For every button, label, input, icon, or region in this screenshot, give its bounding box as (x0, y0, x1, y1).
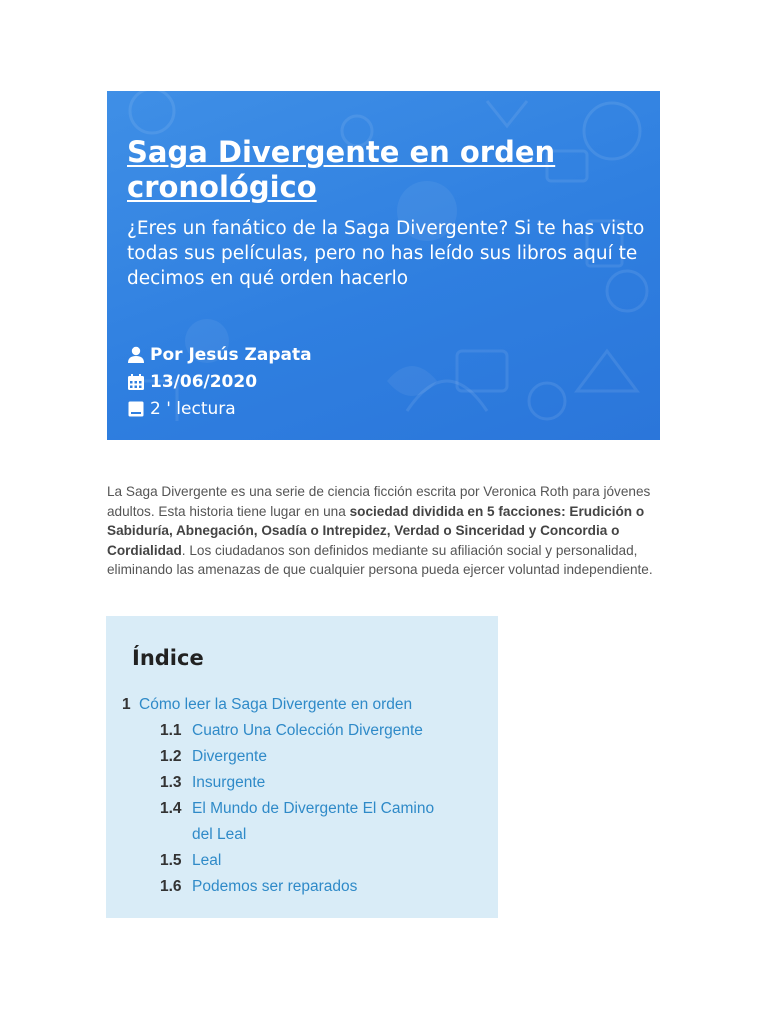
page-title: Saga Divergente en orden cronológico (127, 135, 556, 204)
toc-item-1-3[interactable] (160, 770, 490, 796)
toc-item-1[interactable] (122, 692, 492, 718)
author-name: Por Jesús Zapata (150, 345, 312, 365)
reading-time: 2 ' lectura (150, 399, 236, 419)
calendar-icon (127, 373, 145, 391)
toc-item-number: 1.3 (160, 774, 182, 791)
reading-time-row (127, 397, 236, 421)
author-row (127, 343, 312, 367)
toc-item-1-1[interactable] (160, 718, 490, 744)
toc-item-number: 1.5 (160, 852, 182, 869)
publish-date: 13/06/2020 (150, 372, 258, 392)
toc-link[interactable]: Insurgente (192, 774, 266, 791)
toc-item-1-2[interactable] (160, 744, 490, 770)
toc-item-1-4[interactable] (160, 796, 490, 848)
toc-item-1-5[interactable] (160, 848, 490, 874)
table-of-contents (106, 616, 498, 918)
book-icon (127, 400, 145, 418)
factions-highlight: sociedad dividida en 5 facciones: Erudición o Sabiduría, Abnegación, Osadía o Intrepidez, Verdad o Sinceridad y Concordia o Cordialidad (107, 503, 645, 558)
toc-link[interactable]: Cómo leer la Saga Divergente en orden (139, 696, 413, 713)
page-subtitle: ¿Eres un fanático de la Saga Divergente? Si te has visto todas sus películas, pero no has leído sus libros aquí te decimos en qué orden hacerlo (127, 218, 645, 289)
toc-item-1-6[interactable] (160, 874, 490, 900)
toc-link[interactable]: Leal (192, 852, 222, 869)
toc-link[interactable]: Divergente (192, 748, 267, 765)
toc-link[interactable]: El Mundo de Divergente El Camino (192, 800, 435, 817)
toc-item-number: 1.2 (160, 748, 182, 765)
toc-link[interactable]: del Leal (192, 826, 247, 843)
hero-banner (107, 91, 660, 440)
user-icon (127, 346, 145, 364)
toc-item-number: 1.4 (160, 800, 182, 817)
date-row (127, 370, 257, 394)
toc-link[interactable]: Cuatro Una Colección Divergente (192, 722, 423, 739)
toc-title: Índice (132, 646, 204, 670)
toc-link[interactable]: Podemos ser reparados (192, 878, 358, 895)
toc-item-number: 1.1 (160, 722, 182, 739)
toc-item-number: 1 (122, 696, 131, 713)
intro-paragraph: La Saga Divergente es una serie de ciencia ficción escrita por Veronica Roth para jóvenes adultos. Esta historia tiene lugar en una sociedad dividida en 5 facciones: Erudición o Sabiduría, Abnegación, Osadía o Intrepidez, Verdad o Sinceridad y Concordia o Cordialidad. Los ciudadanos son definidos mediante su afiliación social y personalidad, eliminando las amenazas de que cualquier persona pueda ejercer voluntad independiente. (107, 484, 653, 577)
toc-item-number: 1.6 (160, 878, 182, 895)
